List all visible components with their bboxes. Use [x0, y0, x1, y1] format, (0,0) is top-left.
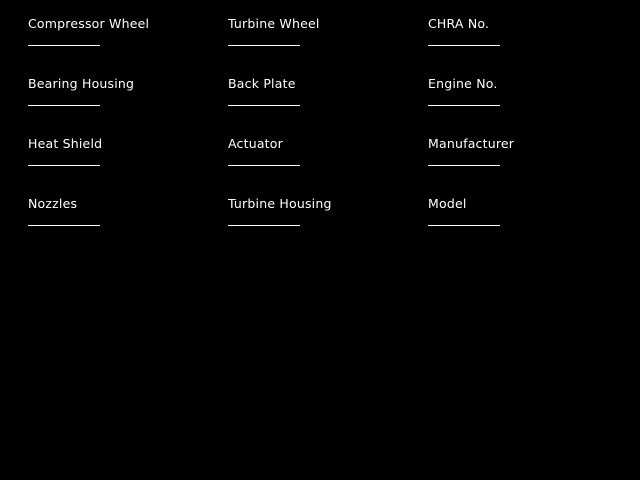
- field-label: Manufacturer: [428, 136, 515, 151]
- field-bearing-housing: [28, 76, 218, 106]
- field-underline[interactable]: [428, 105, 500, 106]
- field-label: Bearing Housing: [28, 76, 135, 91]
- field-label: Heat Shield: [28, 136, 103, 151]
- field-label: Model: [428, 196, 467, 211]
- field-underline[interactable]: [228, 225, 300, 226]
- field-model: [428, 196, 618, 226]
- field-turbine-housing: [228, 196, 418, 226]
- form-column-middle: [228, 0, 428, 480]
- field-underline[interactable]: [428, 45, 500, 46]
- field-label: Back Plate: [228, 76, 296, 91]
- field-underline[interactable]: [28, 225, 100, 226]
- field-nozzles: [28, 196, 218, 226]
- form-column-left: [28, 0, 228, 480]
- field-label: CHRA No.: [428, 16, 490, 31]
- field-label: Turbine Housing: [228, 196, 332, 211]
- field-heat-shield: [28, 136, 218, 166]
- field-back-plate: [228, 76, 418, 106]
- field-turbine-wheel: [228, 16, 418, 46]
- field-label: Engine No.: [428, 76, 498, 91]
- field-chra-no: [428, 16, 618, 46]
- field-label: Nozzles: [28, 196, 78, 211]
- field-underline[interactable]: [228, 105, 300, 106]
- field-underline[interactable]: [28, 105, 100, 106]
- form-column-right: [428, 0, 628, 480]
- field-underline[interactable]: [228, 45, 300, 46]
- field-actuator: [228, 136, 418, 166]
- field-compressor-wheel: [28, 16, 218, 46]
- field-underline[interactable]: [28, 165, 100, 166]
- field-label: Actuator: [228, 136, 283, 151]
- field-underline[interactable]: [428, 165, 500, 166]
- field-manufacturer: [428, 136, 618, 166]
- field-underline[interactable]: [228, 165, 300, 166]
- field-underline[interactable]: [28, 45, 100, 46]
- field-engine-no: [428, 76, 618, 106]
- field-label: Compressor Wheel: [28, 16, 150, 31]
- field-label: Turbine Wheel: [228, 16, 320, 31]
- field-underline[interactable]: [428, 225, 500, 226]
